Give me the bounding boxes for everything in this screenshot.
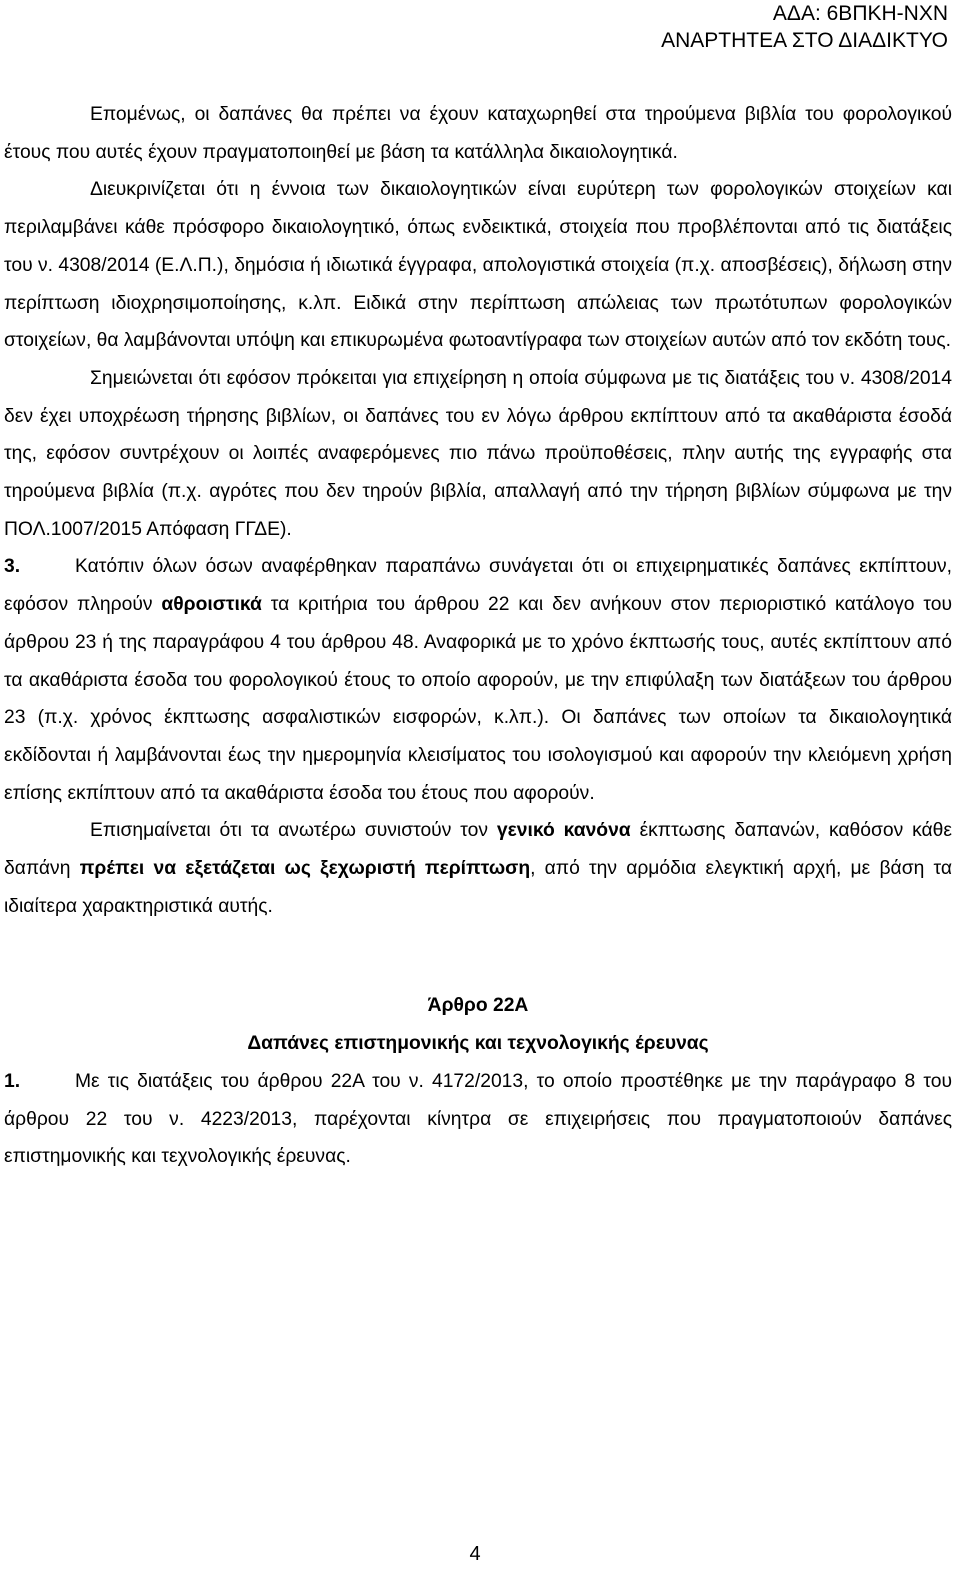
section-spacer — [4, 925, 952, 987]
bold-segment: γενικό κανόνα — [496, 820, 631, 842]
bold-segment: πρέπει να εξετάζεται ως ξεχωριστή περίπτωση — [79, 858, 531, 880]
text-segment: , από την αρμόδια ελεγκτική αρχή, με βάση τα ιδιαίτερα χαρακτηριστικά αυτής. — [4, 858, 952, 917]
paragraph-general-rule — [4, 812, 952, 925]
text-segment: Με τις διατάξεις του άρθρου 22Α του ν. 4172/2013, το οποίο προστέθηκε με την παράγραφο 8 του άρθρου 22 του ν. 4223/2013, παρέχονται κίνητρα σε επιχειρήσεις που πραγματοποιούν δαπάνες επιστημονικής και τεχνολογικής έρευνας. — [4, 1070, 952, 1168]
paragraph-2: Διευκρινίζεται ότι η έννοια των δικαιολογητικών είναι ευρύτερη των φορολογικών στοιχείων και περιλαμβάνει κάθε πρόσφορο δικαιολογητικό, όπως ενδεικτικά, στοιχεία που προβλέπονται από τις διατάξεις του ν. 4308/2014 (Ε.Λ.Π.), δημόσια ή ιδιωτικά έγγραφα, απολογιστικά στοιχεία (π.χ. αποσβέσεις), δήλωση στην περίπτωση ιδιοχρησιμοποίησης, κ.λπ. Ειδικά στην περίπτωση απώλειας των πρωτότυπων φορολογικών στοιχείων, θα λαμβάνονται υπόψη και επικυρωμένα φωτοαντίγραφα των στοιχείων αυτών από τον εκδότη τους. — [4, 179, 952, 352]
ada-stamp — [661, 0, 948, 54]
paragraph-article-1 — [4, 1063, 952, 1176]
paragraph-number: 1. — [4, 1070, 21, 1092]
paragraph-1: Επομένως, οι δαπάνες θα πρέπει να έχουν καταχωρηθεί στα τηρούμενα βιβλία του φορολογικού έτους που αυτές έχουν πραγματοποιηθεί με βάση τα κατάλληλα δικαιολογητικά. — [4, 104, 952, 163]
paragraph-3-numbered — [4, 548, 952, 812]
page-number: 4 — [469, 1543, 481, 1565]
article-title: Άρθρο 22Α — [427, 995, 529, 1017]
text-segment: Κατόπιν όλων όσων αναφέρθηκαν παραπάνω συνάγεται ότι οι επιχειρηματικές δαπάνες εκπίπτουν, εφόσον πληρούν — [4, 556, 952, 616]
paragraph-3: Σημειώνεται ότι εφόσον πρόκειται για επιχείρηση η οποία σύμφωνα με τις διατάξεις του ν. 4308/2014 δεν έχει υποχρέωση τήρησης βιβλίων, οι δαπάνες του εν λόγω άρθρου εκπίπτουν από τα ακαθάριστα έσοδά της, εφόσον συντρέχουν οι λοιπές αναφερόμενες πιο πάνω προϋποθέσεις, πλην αυτής της εγγραφής στα τηρούμενα βιβλία (π.χ. αγρότες που δεν τηρούν βιβλία, απαλλαγή από την τήρηση βιβλίων σύμφωνα με την ΠΟΛ.1007/2015 Απόφαση ΓΓΔΕ). — [4, 367, 952, 540]
text-segment: τα κριτήρια του άρθρου 22 και δεν ανήκουν στον περιοριστικό κατάλογο του άρθρου 23 ή της παραγράφου 4 του άρθρου 48. Αναφορικά με το χρόνο έκπτωσής τους, αυτές εκπίπτουν από τα ακαθάριστα έσοδα του φορολογικού έτους το οποίο αφορούν, με την επιφύλαξη των διατάξεων του άρθρου 23 (π.χ. χρόνος έκπτωσης ασφαλιστικών εισφορών, κ.λπ.). Οι δαπάνες των οποίων τα δικαιολογητικά εκδίδονται ή λαμβάνονται έως την ημερομηνία κλεισίματος του ισολογισμού και αφορούν την κλειόμενη χρήση επίσης εκπίπτουν από τα ακαθάριστα έσοδα του έτους που αφορούν. — [4, 594, 953, 804]
text-segment: Επισημαίνεται ότι τα ανωτέρω συνιστούν τον — [90, 820, 497, 842]
article-subtitle: Δαπάνες επιστημονικής και τεχνολογικής έρευνας — [247, 1033, 709, 1055]
document-body — [4, 96, 952, 1176]
text-segment: έκπτωσης δαπανών, καθόσον κάθε δαπάνη — [4, 820, 952, 880]
ada-code: ΑΔΑ: 6ΒΠΚΗ-ΝΧΝ — [772, 2, 948, 25]
bold-segment: αθροιστικά — [161, 594, 262, 616]
publish-notice: ΑΝΑΡΤΗΤΕΑ ΣΤΟ ΔΙΑΔΙΚΤΥΟ — [661, 29, 948, 52]
paragraph-number: 3. — [4, 556, 21, 578]
